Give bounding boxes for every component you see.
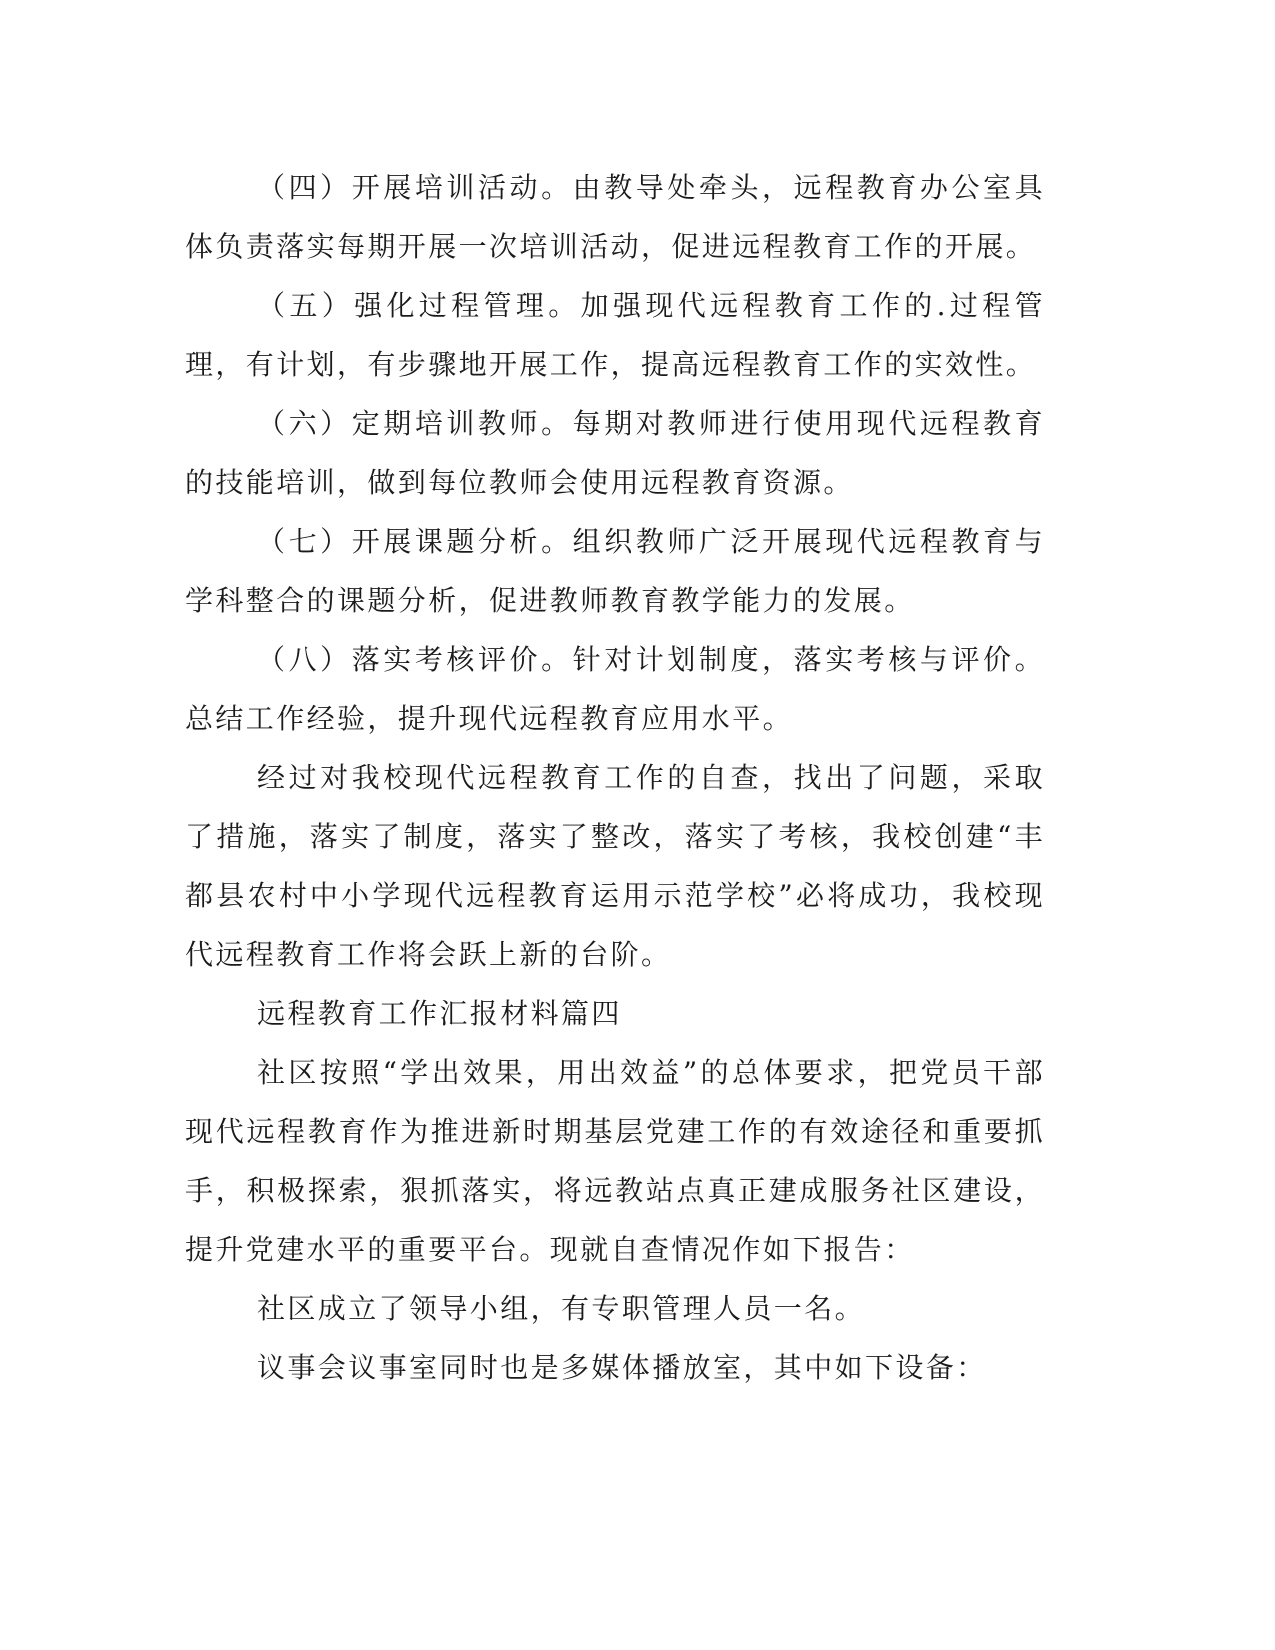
paragraph-leadership-group: 社区成立了领导小组，有专职管理人员一名。	[257, 1292, 866, 1325]
paragraph-equipment: 议事会议事室同时也是多媒体播放室，其中如下设备：	[257, 1351, 987, 1384]
paragraph-self-inspection-summary: 经过对我校现代远程教育工作的自查，找出了问题，采取了措施，落实了制度，落实了整改，落实了考核，我校创建“丰都县农村中小学现代远程教育运用示范学校”必将成功，我校现代远程教育工作将会跃上新的台阶。	[185, 761, 1045, 971]
paragraph-process-management: （五）强化过程管理。加强现代远程教育工作的.过程管理，有计划，有步骤地开展工作，提高远程教育工作的实效性。	[185, 289, 1045, 381]
paragraph-teacher-training: （六）定期培训教师。每期对教师进行使用现代远程教育的技能培训，做到每位教师会使用远程教育资源。	[185, 407, 1045, 499]
paragraph-topic-analysis: （七）开展课题分析。组织教师广泛开展现代远程教育与学科整合的课题分析，促进教师教育教学能力的发展。	[185, 525, 1045, 617]
document-body	[185, 158, 1045, 1397]
section-title: 远程教育工作汇报材料篇四	[257, 997, 622, 1030]
paragraph-assessment: （八）落实考核评价。针对计划制度，落实考核与评价。总结工作经验，提升现代远程教育应用水平。	[185, 643, 1045, 735]
paragraph-training-activities: （四）开展培训活动。由教导处牵头，远程教育办公室具体负责落实每期开展一次培训活动，促进远程教育工作的开展。	[185, 171, 1045, 263]
paragraph-community-overview: 社区按照“学出效果，用出效益”的总体要求，把党员干部现代远程教育作为推进新时期基层党建工作的有效途径和重要抓手，积极探索，狠抓落实，将远教站点真正建成服务社区建设，提升党建水平的重要平台。现就自查情况作如下报告：	[185, 1056, 1045, 1266]
